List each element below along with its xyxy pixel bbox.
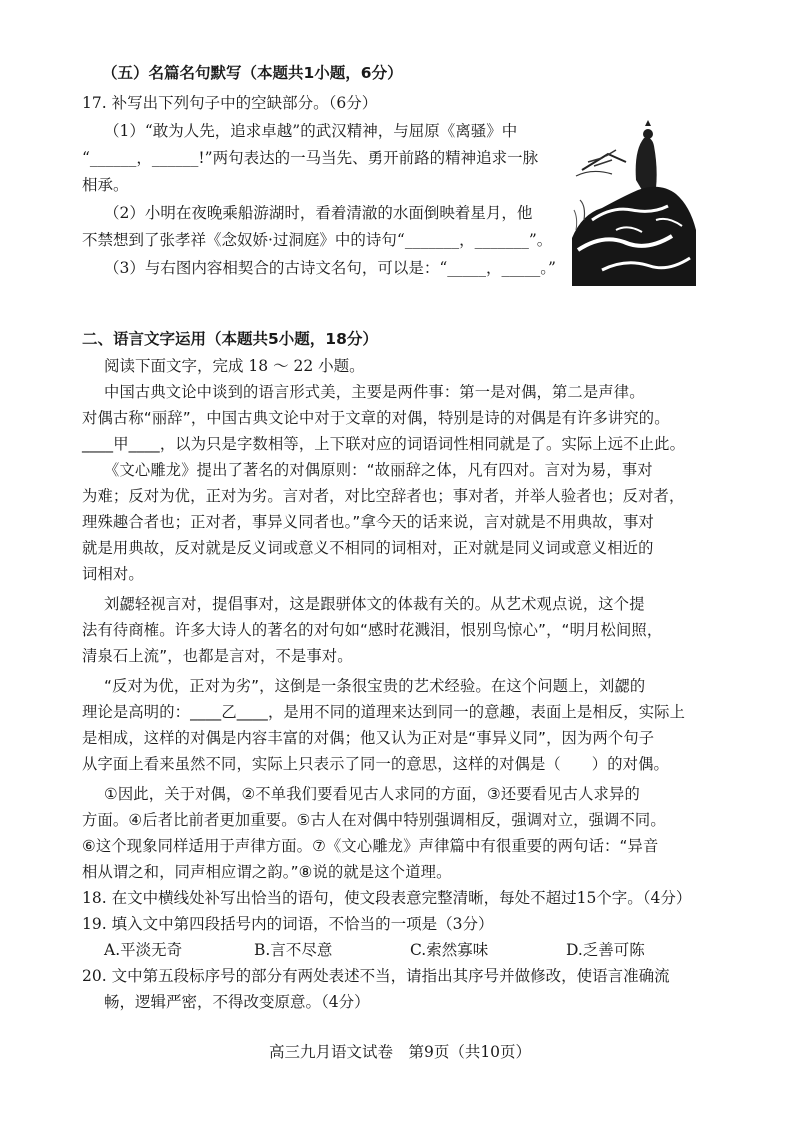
passage-line: 中国古典文论中谈到的语言形式美，主要是两件事：第一是对偶，第二是声律。 bbox=[104, 383, 645, 401]
q17-part3-line1: （3）与右图内容相契合的古诗文名句，可以是：“_____，_____。” bbox=[104, 259, 556, 277]
passage-line: 《文心雕龙》提出了著名的对偶原则：“故丽辞之体，凡有四对。言对为易，事对 bbox=[104, 461, 653, 479]
passage-line: 清泉石上流”，也都是言对，不是事对。 bbox=[82, 647, 353, 665]
passage-line: 相从谓之和，同声相应谓之韵。”⑧说的就是这个道理。 bbox=[82, 863, 452, 881]
passage-line: ①因此，关于对偶，②不单我们要看见古人求同的方面，③还要看见古人求异的 bbox=[104, 785, 640, 803]
passage-line: 对偶古称“丽辞”，中国古典文论中对于文章的对偶，特别是诗的对偶是有许多讲究的。 bbox=[82, 409, 670, 427]
passage-line: 理论是高明的：____乙____，是用不同的道理来达到同一的意趣，表面上是相反，实际上 bbox=[82, 703, 686, 721]
scholar-on-cliff-illustration bbox=[572, 110, 696, 286]
q20-text-line2: 畅，逻辑严密，不得改变原意。（4分） bbox=[104, 993, 370, 1011]
passage-line: 从字面上看来虽然不同，实际上只表示了同一的意思，这样的对偶是（ ）的对偶。 bbox=[82, 755, 669, 773]
q19-option-c: C.索然寡味 bbox=[410, 941, 489, 959]
passage-line: 是相成，这样的对偶是内容丰富的对偶；他又认为正对是“事异义同”，因为两个句子 bbox=[82, 729, 655, 747]
passage-line: 就是用典故，反对就是反义词或意义不相同的词相对，正对就是同义词或意义相近的 bbox=[82, 539, 654, 557]
q17-part2-line2: 不禁想到了张孝祥《念奴娇·过洞庭》中的诗句“_______，_______”。 bbox=[82, 231, 553, 249]
passage-line: “反对为优，正对为劣”，这倒是一条很宝贵的艺术经验。在这个问题上，刘勰的 bbox=[104, 677, 646, 695]
q20-text-line1: 20. 文中第五段标序号的部分有两处表述不当，请指出其序号并做修改，使语言准确流 bbox=[82, 967, 670, 985]
q17-part1-line1: （1）“敢为人先，追求卓越”的武汉精神，与屈原《离骚》中 bbox=[104, 122, 518, 140]
q19-option-d: D.乏善可陈 bbox=[566, 941, 645, 959]
page-footer: 高三九月语文试卷 第9页（共10页） bbox=[268, 1043, 532, 1061]
q17-stem: 17. 补写出下列句子中的空缺部分。（6分） bbox=[82, 94, 378, 112]
section5-heading: （五）名篇名句默写（本题共1小题，6分） bbox=[102, 64, 403, 82]
q19-text: 19. 填入文中第四段括号内的词语，不恰当的一项是（3分） bbox=[82, 915, 494, 933]
passage-line: 词相对。 bbox=[82, 565, 144, 583]
passage-line: 理殊趣合者也；正对者，事异义同者也。”拿今天的话来说，言对就是不用典故，事对 bbox=[82, 513, 654, 531]
q19-option-a: A.平淡无奇 bbox=[104, 941, 183, 959]
ink-painting-figure bbox=[572, 110, 696, 286]
passage-line: 为难；反对为优，正对为劣。言对者，对比空辞者也；事对者，并举人验者也；反对者， bbox=[82, 487, 685, 505]
section2-intro: 阅读下面文字，完成 18 ～ 22 小题。 bbox=[104, 357, 365, 375]
passage-line: ____甲____，以为只是字数相等，上下联对应的词语词性相同就是了。实际上远不止此。 bbox=[82, 435, 686, 453]
q17-part2-line1: （2）小明在夜晚乘船游湖时，看着清澈的水面倒映着星月，他 bbox=[104, 204, 533, 222]
passage-line: ⑥这个现象同样适用于声律方面。⑦《文心雕龙》声律篇中有很重要的两句话：“异音 bbox=[82, 837, 659, 855]
passage-line: 方面。④后者比前者更加重要。⑤古人在对偶中特别强调相反，强调对立，强调不同。 bbox=[82, 811, 666, 829]
passage-line: 刘勰轻视言对，提倡事对，这是跟骈体文的体裁有关的。从艺术观点说，这个提 bbox=[104, 595, 645, 613]
passage-line: 法有待商榷。许多大诗人的著名的对句如“感时花溅泪，恨别鸟惊心”，“明月松间照， bbox=[82, 621, 663, 639]
q19-option-b: B.言不尽意 bbox=[254, 941, 333, 959]
q17-part1-line3: 相承。 bbox=[82, 176, 129, 194]
section2-heading: 二、语言文字运用（本题共5小题，18分） bbox=[82, 330, 378, 348]
q18-text: 18. 在文中横线处补写出恰当的语句，使文段表意完整清晰，每处不超过15个字。（4分） bbox=[82, 889, 692, 907]
q17-part1-line2: “______，______!”两句表达的一马当先、勇开前路的精神追求一脉 bbox=[82, 149, 539, 167]
